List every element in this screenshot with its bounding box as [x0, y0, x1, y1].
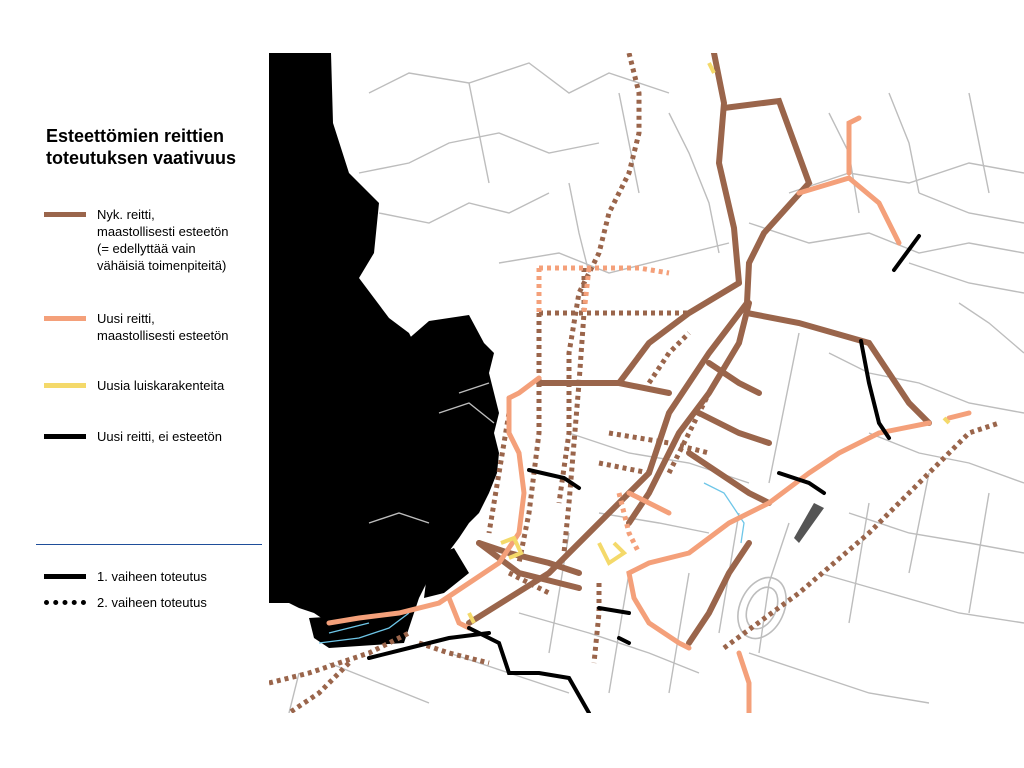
not-accessible-route-swatch	[44, 434, 86, 439]
not-accessible-route	[599, 608, 629, 613]
existing-route	[747, 313, 929, 423]
legend-label-new-route: Uusi reitti, maastollisesti esteetön	[97, 311, 229, 343]
new-route	[629, 423, 929, 648]
new-route	[949, 413, 969, 418]
existing-route	[539, 383, 669, 393]
legend-label-existing-route: Nyk. reitti, maastollisesti esteetön (= edellyttää vain vähäisiä toimenpiteitä)	[97, 207, 229, 273]
city-route-map	[269, 53, 1024, 713]
new-route	[849, 118, 859, 173]
phase-2-swatch	[44, 600, 86, 605]
existing-route-dotted	[594, 583, 599, 663]
new-route	[449, 598, 469, 628]
map-legend	[0, 0, 268, 768]
not-accessible-route	[469, 628, 589, 713]
legend-label-not-accessible: Uusi reitti, ei esteetön	[97, 429, 223, 444]
phase-1-swatch	[44, 574, 86, 579]
ramp-swatch	[44, 383, 86, 388]
new-route-swatch	[44, 316, 86, 321]
existing-route	[699, 413, 769, 443]
existing-route-dotted	[419, 643, 489, 663]
bridge-feature	[794, 503, 824, 543]
new-route	[739, 653, 749, 713]
existing-route-dotted	[599, 463, 649, 473]
not-accessible-route	[619, 638, 629, 643]
legend-title: Esteettömien reittien toteutuksen vaativuus	[46, 126, 237, 168]
legend-label-phase-2: 2. vaiheen toteutus	[97, 595, 207, 610]
existing-route-swatch	[44, 212, 86, 217]
new-route-dotted	[539, 268, 669, 273]
legend-label-ramps: Uusia luiskarakenteita	[97, 378, 225, 393]
legend-label-phase-1: 1. vaiheen toteutus	[97, 569, 207, 584]
legend-divider	[36, 544, 262, 545]
existing-route	[629, 303, 749, 523]
ramp	[599, 543, 624, 563]
new-route	[799, 178, 899, 243]
new-route	[509, 378, 539, 398]
existing-route	[689, 453, 769, 503]
existing-route-dotted	[724, 423, 999, 648]
